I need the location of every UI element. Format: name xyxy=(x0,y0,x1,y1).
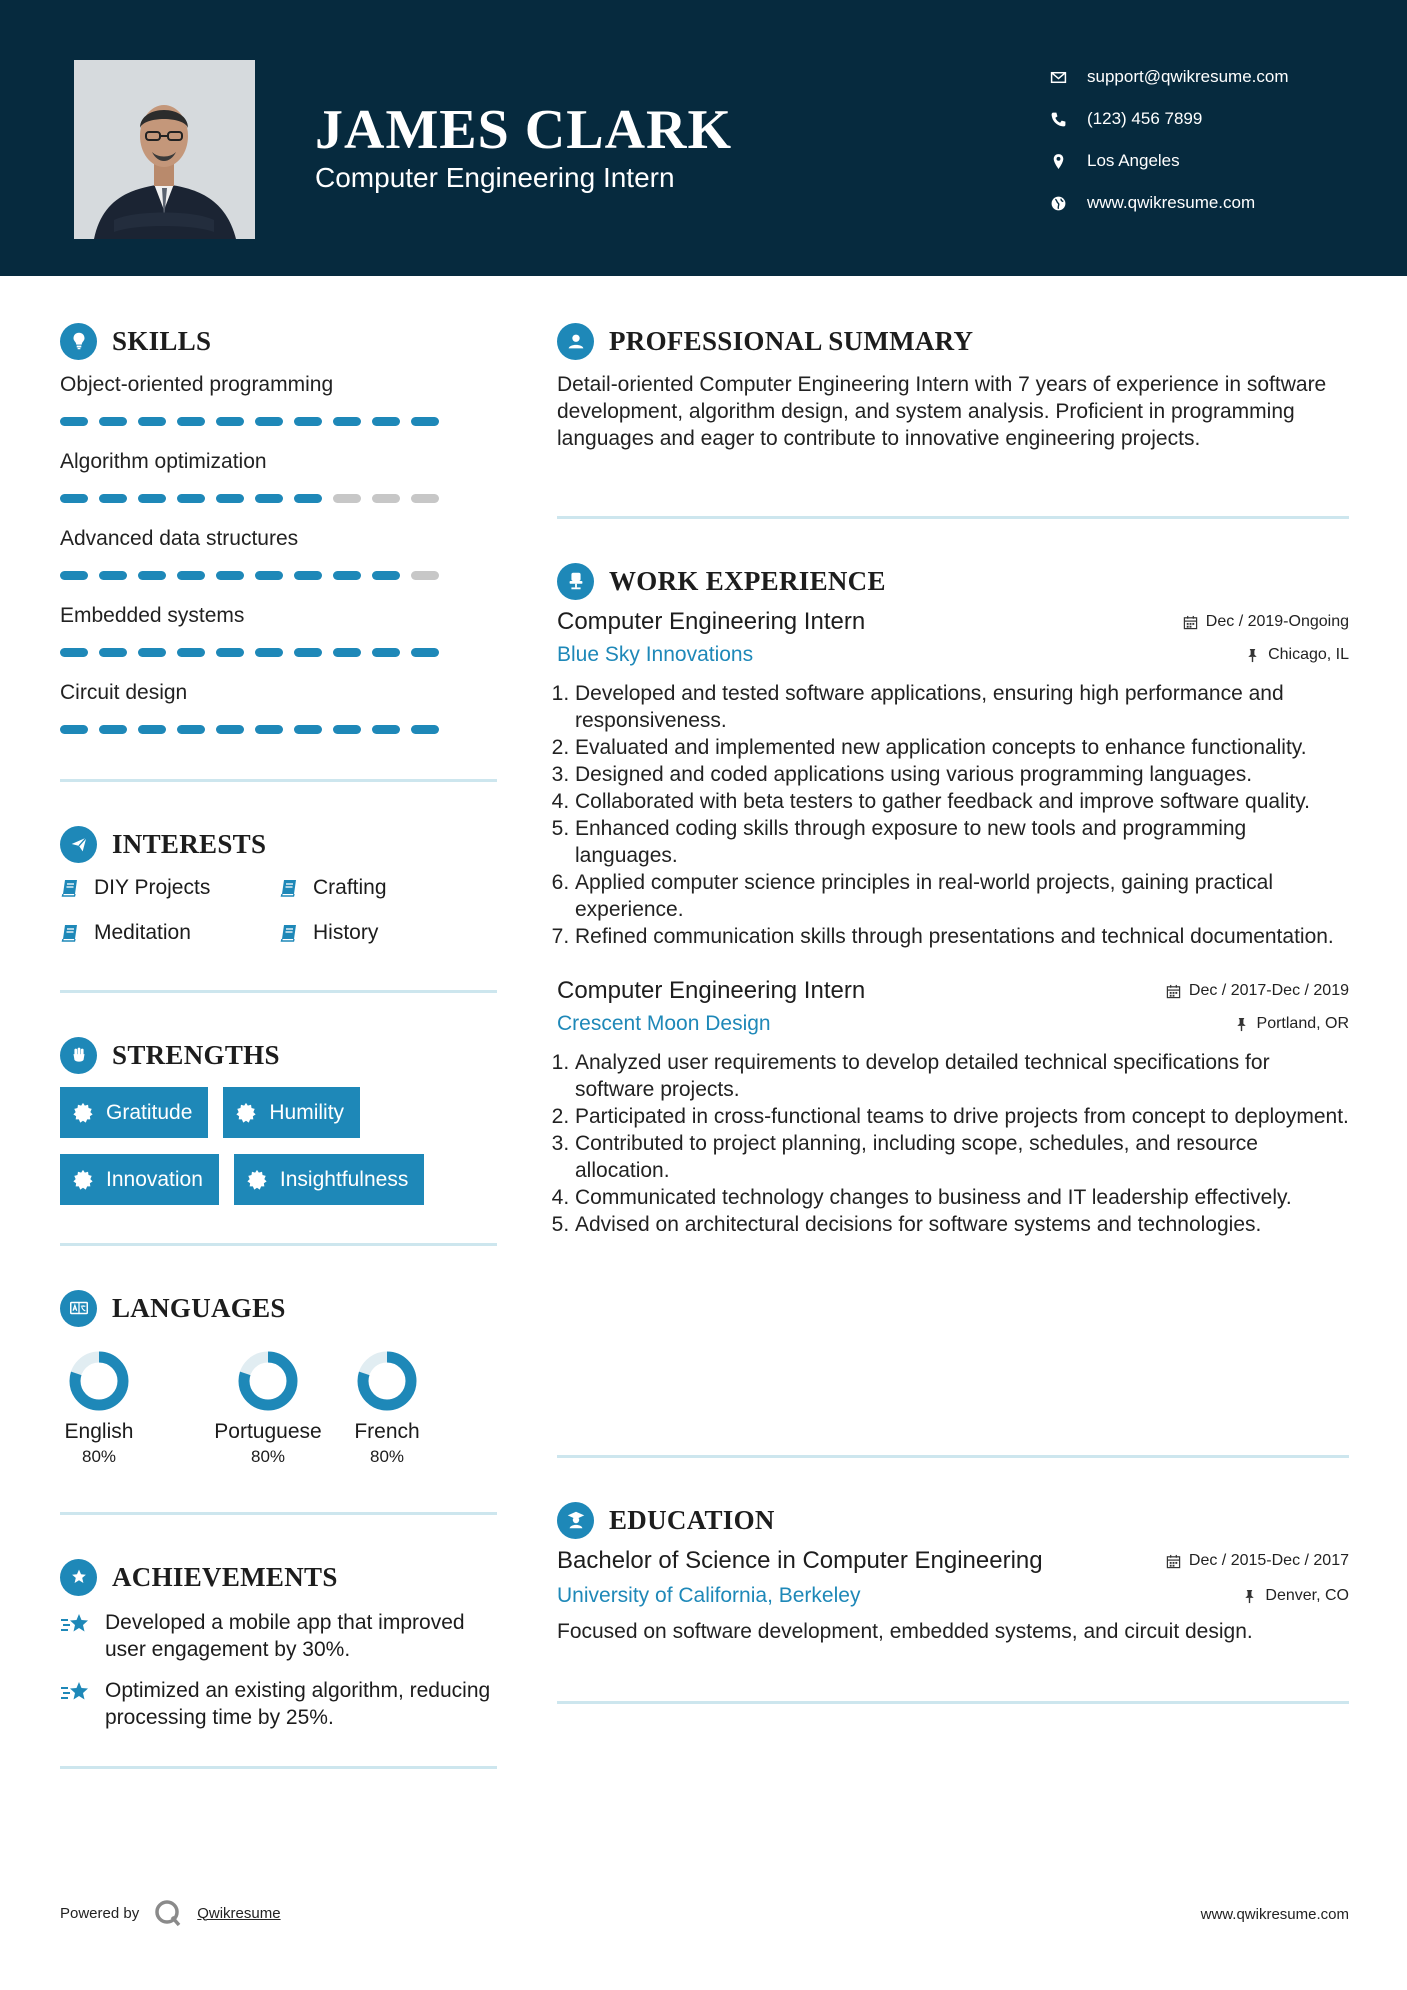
achievements-header xyxy=(60,1557,497,1597)
skill-level-segment xyxy=(411,417,439,426)
skill-level-segment xyxy=(216,571,244,580)
skill-level-segment xyxy=(372,725,400,734)
contact-website-text[interactable]: www.qwikresume.com xyxy=(1087,193,1256,212)
skill-level-segment xyxy=(60,725,88,734)
education-dates-text: Dec / 2015-Dec / 2017 xyxy=(1188,1552,1349,1569)
interest-label: DIY Projects xyxy=(94,876,211,899)
languages-header xyxy=(60,1288,424,1328)
strength-chip xyxy=(234,1154,424,1205)
skills-title: SKILLS xyxy=(112,325,212,356)
skill-level-segment xyxy=(99,494,127,503)
section-divider xyxy=(557,516,1349,519)
skill-level-bar xyxy=(60,494,439,503)
translate-icon xyxy=(60,1290,97,1327)
skills-section xyxy=(60,321,439,758)
section-divider xyxy=(60,1512,497,1515)
book-icon xyxy=(60,923,80,943)
achievement-text: Optimized an existing algorithm, reducing processing time by 25%. xyxy=(105,1679,491,1729)
education-entry xyxy=(557,1544,1349,1645)
skill-item xyxy=(60,604,439,681)
section-divider xyxy=(60,779,497,782)
section-divider xyxy=(60,1243,497,1246)
strength-label: Gratitude xyxy=(106,1100,193,1124)
skills-list xyxy=(60,373,439,758)
contact-phone-text[interactable]: (123) 456 7899 xyxy=(1087,109,1203,128)
skill-level-segment xyxy=(333,725,361,734)
skill-level-segment xyxy=(60,648,88,657)
education-section xyxy=(557,1500,1349,1645)
skill-label: Circuit design xyxy=(60,681,188,704)
skill-level-segment xyxy=(99,571,127,580)
skill-label: Embedded systems xyxy=(60,604,245,627)
skill-level-segment xyxy=(216,725,244,734)
phone-icon xyxy=(1050,111,1087,128)
duty-item: 7. Refined communication skills through presentations and technical documentation. xyxy=(575,923,1349,950)
experience-header xyxy=(557,561,1349,601)
interests-section xyxy=(60,824,479,948)
contact-list xyxy=(1050,56,1289,224)
profile-photo-image xyxy=(74,60,255,239)
skill-level-segment xyxy=(333,417,361,426)
strengths-list xyxy=(60,1087,497,1205)
interest-label: Crafting xyxy=(313,876,387,899)
interest-item xyxy=(279,873,479,903)
skill-level-bar xyxy=(60,571,439,580)
skill-level-segment xyxy=(411,494,439,503)
skill-level-segment xyxy=(138,725,166,734)
lightbulb-icon xyxy=(60,323,97,360)
skill-level-segment xyxy=(99,648,127,657)
graduate-icon xyxy=(557,1502,594,1539)
contact-phone[interactable] xyxy=(1050,98,1289,140)
skill-level-segment xyxy=(177,648,205,657)
job-location xyxy=(1245,646,1349,664)
strength-label: Innovation xyxy=(106,1167,203,1191)
language-percent: 80% xyxy=(369,1447,405,1466)
skill-level-segment xyxy=(333,494,361,503)
contact-email-text[interactable]: support@qwikresume.com xyxy=(1087,67,1289,86)
job-header xyxy=(557,605,1349,639)
pushpin-icon xyxy=(1245,648,1260,663)
skill-level-segment xyxy=(372,494,400,503)
languages-list xyxy=(60,1350,424,1467)
badge-star-icon xyxy=(72,1169,94,1191)
skill-level-segment xyxy=(138,648,166,657)
chair-icon xyxy=(557,563,594,600)
job-dates-text: Dec / 2019-Ongoing xyxy=(1205,613,1349,630)
envelope-icon xyxy=(1050,69,1087,86)
contact-location-text: Los Angeles xyxy=(1087,151,1180,170)
interests-header xyxy=(60,824,479,864)
school: University of California, Berkeley xyxy=(557,1584,861,1607)
interest-label: History xyxy=(313,921,379,944)
job-location-text: Chicago, IL xyxy=(1268,646,1349,663)
duty-item: 3. Designed and coded applications using various programming languages. xyxy=(575,761,1349,788)
skill-level-bar xyxy=(60,725,439,734)
contact-website[interactable] xyxy=(1050,182,1289,224)
duty-item: 6. Applied computer science principles in real-world projects, gaining practical experience. xyxy=(575,869,1349,923)
globe-icon xyxy=(1050,195,1087,212)
skill-level-bar xyxy=(60,648,439,657)
duty-item: 3. Contributed to project planning, including scope, schedules, and resource allocation. xyxy=(575,1130,1349,1184)
language-progress-ring xyxy=(68,1350,130,1412)
pushpin-icon xyxy=(1234,1017,1249,1032)
interests-list xyxy=(60,873,479,948)
powered-by-label: Powered by xyxy=(60,1904,140,1922)
skill-level-segment xyxy=(216,648,244,657)
education-description: Focused on software development, embedded systems, and circuit design. xyxy=(557,1620,1253,1643)
summary-header xyxy=(557,321,1349,361)
section-divider xyxy=(557,1455,1349,1458)
skill-level-segment xyxy=(177,725,205,734)
candidate-name: JAMES CLARK xyxy=(315,99,733,161)
duty-item: 2. Participated in cross-functional teams to drive projects from concept to deployment. xyxy=(575,1103,1349,1130)
strengths-header xyxy=(60,1035,497,1075)
section-divider xyxy=(60,990,497,993)
summary-section xyxy=(557,321,1349,452)
paper-plane-icon xyxy=(60,826,97,863)
skill-level-segment xyxy=(411,648,439,657)
calendar-icon xyxy=(1166,984,1181,999)
footer-powered-by xyxy=(60,1898,281,1928)
skill-level-segment xyxy=(216,494,244,503)
job-location-text: Portland, OR xyxy=(1256,1015,1349,1032)
skill-item xyxy=(60,450,439,527)
job-duties xyxy=(557,680,1349,950)
skill-label: Object-oriented programming xyxy=(60,373,334,396)
experience-title: WORK EXPERIENCE xyxy=(609,565,886,596)
job-dates-text: Dec / 2017-Dec / 2019 xyxy=(1188,982,1349,999)
language-progress-ring xyxy=(237,1350,299,1412)
education-subheader xyxy=(557,1578,1349,1614)
candidate-title: Computer Engineering Intern xyxy=(315,162,675,193)
job-entry xyxy=(557,605,1349,950)
skill-level-segment xyxy=(255,571,283,580)
skill-level-segment xyxy=(255,648,283,657)
skill-level-segment xyxy=(216,417,244,426)
job-dates xyxy=(1166,982,1349,1000)
strength-label: Insightfulness xyxy=(279,1167,409,1191)
achievements-section xyxy=(60,1557,497,1745)
skill-item xyxy=(60,373,439,450)
job-role: Computer Engineering Intern xyxy=(557,608,866,635)
skill-level-segment xyxy=(99,725,127,734)
skill-level-segment xyxy=(177,417,205,426)
job-role: Computer Engineering Intern xyxy=(557,977,866,1004)
skill-level-segment xyxy=(333,571,361,580)
shooting-star-icon xyxy=(60,1679,92,1705)
map-pin-icon xyxy=(1050,153,1087,170)
section-divider xyxy=(557,1701,1349,1704)
language-name: Portuguese xyxy=(214,1420,322,1443)
degree: Bachelor of Science in Computer Engineering xyxy=(557,1547,1043,1574)
qwikresume-link[interactable]: Qwikresume xyxy=(197,1904,281,1922)
section-divider xyxy=(60,1766,497,1769)
skill-level-segment xyxy=(411,571,439,580)
skill-level-segment xyxy=(294,494,322,503)
summary-title: PROFESSIONAL SUMMARY xyxy=(609,325,974,356)
interests-title: INTERESTS xyxy=(112,828,267,859)
skill-level-segment xyxy=(372,648,400,657)
languages-title: LANGUAGES xyxy=(112,1292,286,1323)
profile-photo xyxy=(74,60,255,239)
raised-fist-icon xyxy=(60,1037,97,1074)
job-duties xyxy=(557,1049,1349,1238)
strengths-title: STRENGTHS xyxy=(112,1039,280,1070)
job-subheader xyxy=(557,639,1349,671)
duty-item: 5. Advised on architectural decisions for software systems and technologies. xyxy=(575,1211,1349,1238)
duty-item: 2. Evaluated and implemented new application concepts to enhance functionality. xyxy=(575,734,1349,761)
language-progress-ring xyxy=(356,1350,418,1412)
calendar-icon xyxy=(1166,1554,1181,1569)
language-item xyxy=(350,1350,424,1467)
experience-section xyxy=(557,561,1349,1238)
duty-item: 4. Collaborated with beta testers to gather feedback and improve software quality. xyxy=(575,788,1349,815)
skill-level-segment xyxy=(294,571,322,580)
job-dates xyxy=(1183,613,1349,631)
skill-label: Advanced data structures xyxy=(60,527,299,550)
skill-level-segment xyxy=(411,725,439,734)
job-header xyxy=(557,974,1349,1008)
qwikresume-logo-icon xyxy=(153,1898,183,1928)
pushpin-icon xyxy=(1242,1589,1257,1604)
job-location xyxy=(1234,1015,1349,1033)
star-medal-icon xyxy=(60,1559,97,1596)
skill-level-segment xyxy=(138,417,166,426)
skill-level-segment xyxy=(99,417,127,426)
book-icon xyxy=(279,923,299,943)
job-entry xyxy=(557,974,1349,1238)
duty-item: 5. Enhanced coding skills through exposure to new tools and programming languages. xyxy=(575,815,1349,869)
skill-level-segment xyxy=(294,417,322,426)
education-location-text: Denver, CO xyxy=(1265,1587,1349,1604)
achievement-item xyxy=(60,1677,497,1731)
badge-star-icon xyxy=(72,1102,94,1124)
badge-star-icon xyxy=(246,1169,268,1191)
job-company: Blue Sky Innovations xyxy=(557,643,754,666)
strength-chip xyxy=(60,1087,208,1138)
skill-level-segment xyxy=(333,648,361,657)
education-dates xyxy=(1166,1552,1349,1570)
contact-location xyxy=(1050,140,1289,182)
job-company: Crescent Moon Design xyxy=(557,1012,771,1035)
interest-item xyxy=(279,918,479,948)
skill-level-segment xyxy=(255,494,283,503)
resume-header xyxy=(0,0,1407,276)
book-icon xyxy=(60,878,80,898)
badge-star-icon xyxy=(235,1102,257,1124)
skill-level-segment xyxy=(294,725,322,734)
language-item xyxy=(206,1350,330,1467)
skill-item xyxy=(60,527,439,604)
strength-label: Humility xyxy=(269,1100,345,1124)
education-header xyxy=(557,1500,1349,1540)
achievements-list xyxy=(60,1609,497,1731)
strength-chip xyxy=(223,1087,360,1138)
skill-level-segment xyxy=(255,725,283,734)
skill-level-segment xyxy=(177,494,205,503)
skill-level-segment xyxy=(372,417,400,426)
contact-email[interactable] xyxy=(1050,56,1289,98)
interest-item xyxy=(60,873,279,903)
duty-item: 1. Analyzed user requirements to develop detailed technical specifications for software projects. xyxy=(575,1049,1349,1103)
skill-level-bar xyxy=(60,417,439,426)
footer-website[interactable]: www.qwikresume.com xyxy=(1200,1906,1349,1923)
achievement-text: Developed a mobile app that improved user engagement by 30%. xyxy=(105,1611,465,1661)
job-subheader xyxy=(557,1008,1349,1040)
skill-level-segment xyxy=(60,571,88,580)
shooting-star-icon xyxy=(60,1611,92,1637)
skill-level-segment xyxy=(294,648,322,657)
language-name: French xyxy=(354,1420,420,1443)
education-title: EDUCATION xyxy=(609,1504,775,1535)
achievement-item xyxy=(60,1609,497,1663)
skill-level-segment xyxy=(177,571,205,580)
user-icon xyxy=(557,323,594,360)
interest-item xyxy=(60,918,279,948)
strength-chip xyxy=(60,1154,219,1205)
achievements-title: ACHIEVEMENTS xyxy=(112,1561,338,1592)
language-percent: 80% xyxy=(81,1447,117,1466)
skill-level-segment xyxy=(60,417,88,426)
skill-level-segment xyxy=(60,494,88,503)
skill-level-segment xyxy=(255,417,283,426)
language-item xyxy=(60,1350,138,1467)
skill-level-segment xyxy=(138,571,166,580)
book-icon xyxy=(279,878,299,898)
education-header-row xyxy=(557,1544,1349,1578)
language-name: English xyxy=(64,1420,134,1443)
strengths-section xyxy=(60,1035,497,1205)
languages-section xyxy=(60,1288,424,1467)
language-percent: 80% xyxy=(250,1447,286,1466)
skills-header xyxy=(60,321,439,361)
skill-level-segment xyxy=(372,571,400,580)
duty-item: 4. Communicated technology changes to business and IT leadership effectively. xyxy=(575,1184,1349,1211)
skill-label: Algorithm optimization xyxy=(60,450,267,473)
education-location xyxy=(1242,1587,1349,1605)
skill-item xyxy=(60,681,439,758)
interest-label: Meditation xyxy=(94,921,191,944)
summary-text: Detail-oriented Computer Engineering Intern with 7 years of experience in software development, algorithm design, and system analysis. Proficient in programming languages and eager to contribute to innovative engineering projects. xyxy=(557,373,1327,450)
calendar-icon xyxy=(1183,615,1198,630)
skill-level-segment xyxy=(138,494,166,503)
duty-item: 1. Developed and tested software applications, ensuring high performance and responsiveness. xyxy=(575,680,1349,734)
